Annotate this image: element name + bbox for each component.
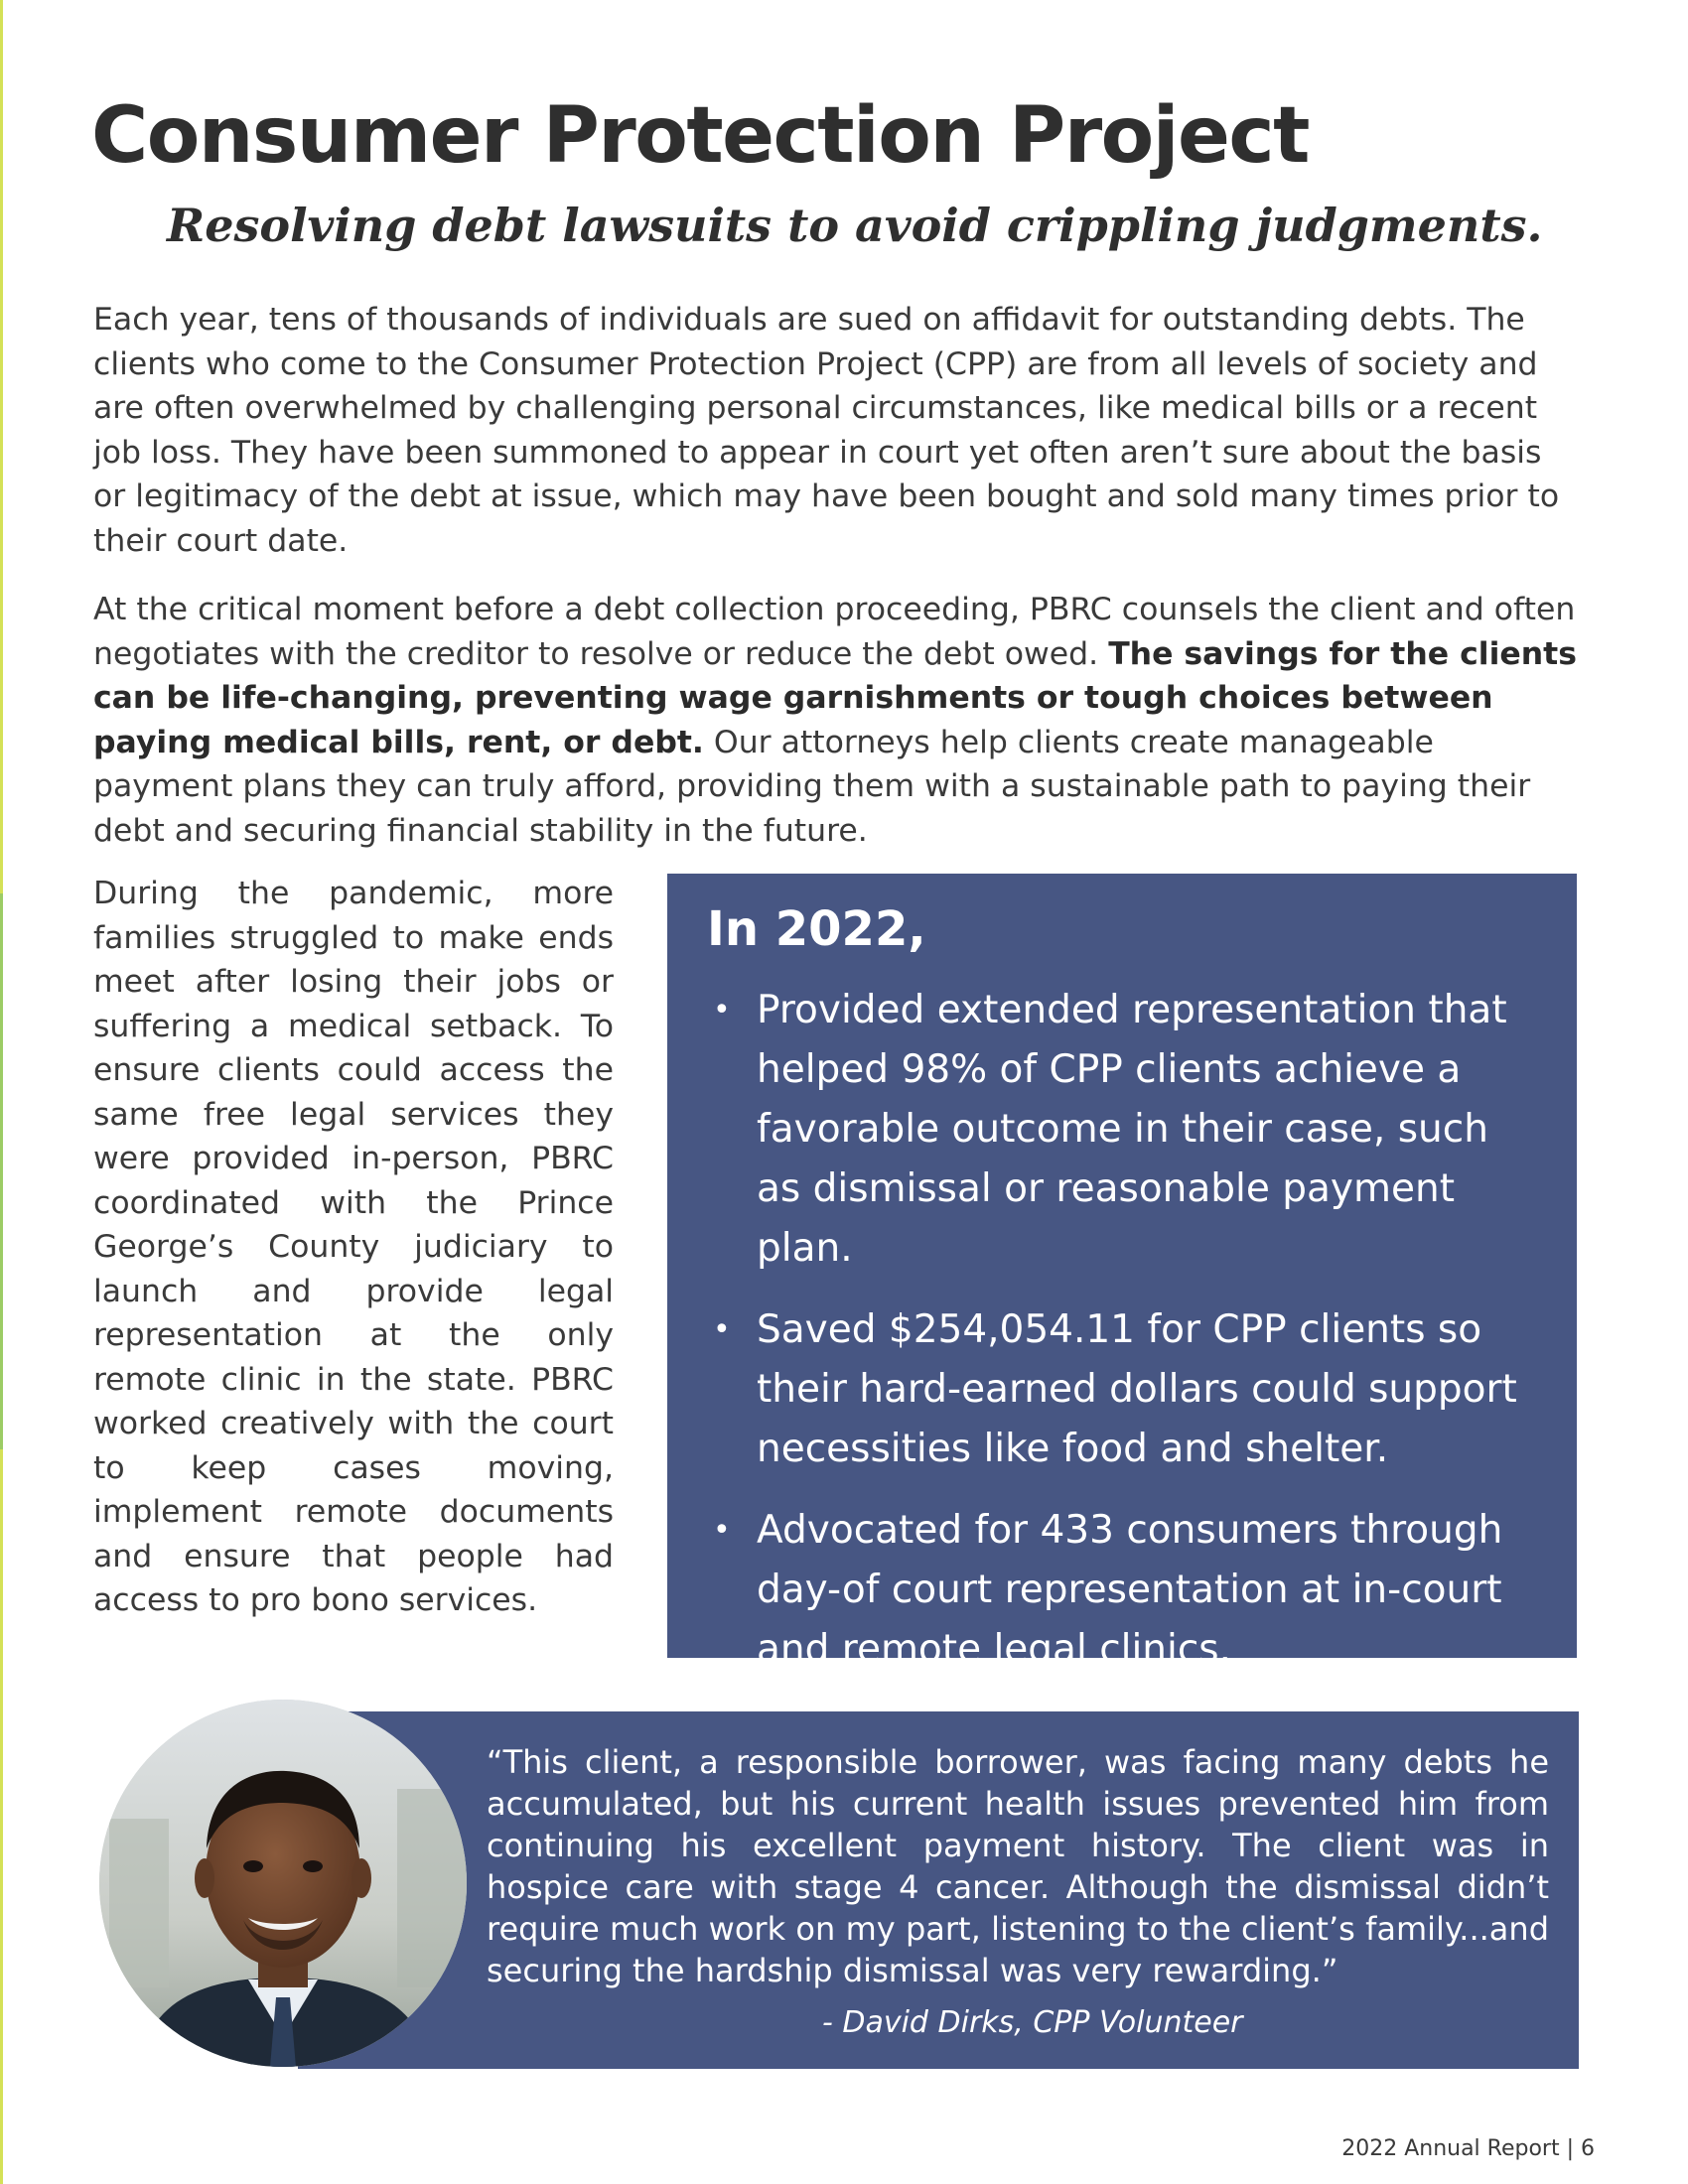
stats-item-text: Provided extended representation that helped 98% of CPP clients achieve a favorable outcome in their case, such as dismissal or reasonable payment plan. [757,988,1507,1271]
stats-list [707,981,1541,1702]
stats-callout-box [667,874,1577,1672]
quote-attribution: - David Dirks, CPP Volunteer [822,2005,1243,2040]
stats-item-text: Advocated for 433 consumers through day-of court representation at in-court and remote legal clinics. [757,1508,1503,1672]
intro-paragraph: Each year, tens of thousands of individuals are sued on affidavit for outstanding debts. The clients who come to the Consumer Protection Project (CPP) are from all levels of society and are often overwhelmed by challenging personal circumstances, like medical bills or a recent job loss. They have been summoned to appear in court yet often aren’t sure about the basis or legitimacy of the debt at issue, which may have been bought and sold many times prior to their court date. [93,302,1560,559]
counsel-paragraph-bold: The savings for the clients can be life-changing, preventing wage garnishments or tough choices between paying medical bills, rent, or debt. [93,635,1577,760]
stats-item-text: Saved $254,054.11 for CPP clients so their hard-earned dollars could support necessities like food and shelter. [757,1307,1517,1471]
page-title: Consumer Protection Project [91,91,1309,181]
page-subtitle: Resolving debt lawsuits to avoid crippling judgments. [167,199,1543,252]
volunteer-quote: “This client, a responsible borrower, was facing many debts he accumulated, but his current health issues prevented him from continuing his excellent payment history. The client was in hospice care with stage 4 cancer. Although the dismissal didn’t require much work on my part, listening to the client’s family...and securing the hardship dismissal was very rewarding.” [487,1743,1549,1989]
counsel-paragraph-start: At the critical moment before a debt collection proceeding, PBRC counsels the client and often negotiates with the creditor to resolve or reduce the debt owed. [93,592,1576,672]
page-footer: 2022 Annual Report | 6 [1341,2136,1595,2161]
volunteer-photo [99,1700,467,2067]
pandemic-paragraph: During the pandemic, more families struggled to make ends meet after losing their jobs or suffering a medical setback. To ensure clients could access the same free legal services they were provided in-person, PBRC coordinated with the Prince George’s County judiciary to launch and provide legal representation at the only remote clinic in the state. PBRC worked creatively with the court to keep cases moving, implement remote documents and ensure that people had access to pro bono services. [93,876,614,1618]
volunteer-portrait-image [99,1700,467,2067]
counsel-paragraph [93,588,1583,853]
stats-heading: In 2022, [707,901,926,957]
bullet-icon: • [713,993,731,1027]
stats-item [707,1501,1541,1680]
stats-item [707,1300,1541,1479]
counsel-paragraph-end: Our attorneys help clients create manageable payment plans they can truly afford, providing them with a sustainable path to paying their debt and securing financial stability in the future. [93,724,1531,849]
page-edge-accent-secondary [0,893,3,1449]
stats-item [707,981,1541,1279]
bullet-icon: • [713,1513,731,1548]
bullet-icon: • [713,1312,731,1347]
